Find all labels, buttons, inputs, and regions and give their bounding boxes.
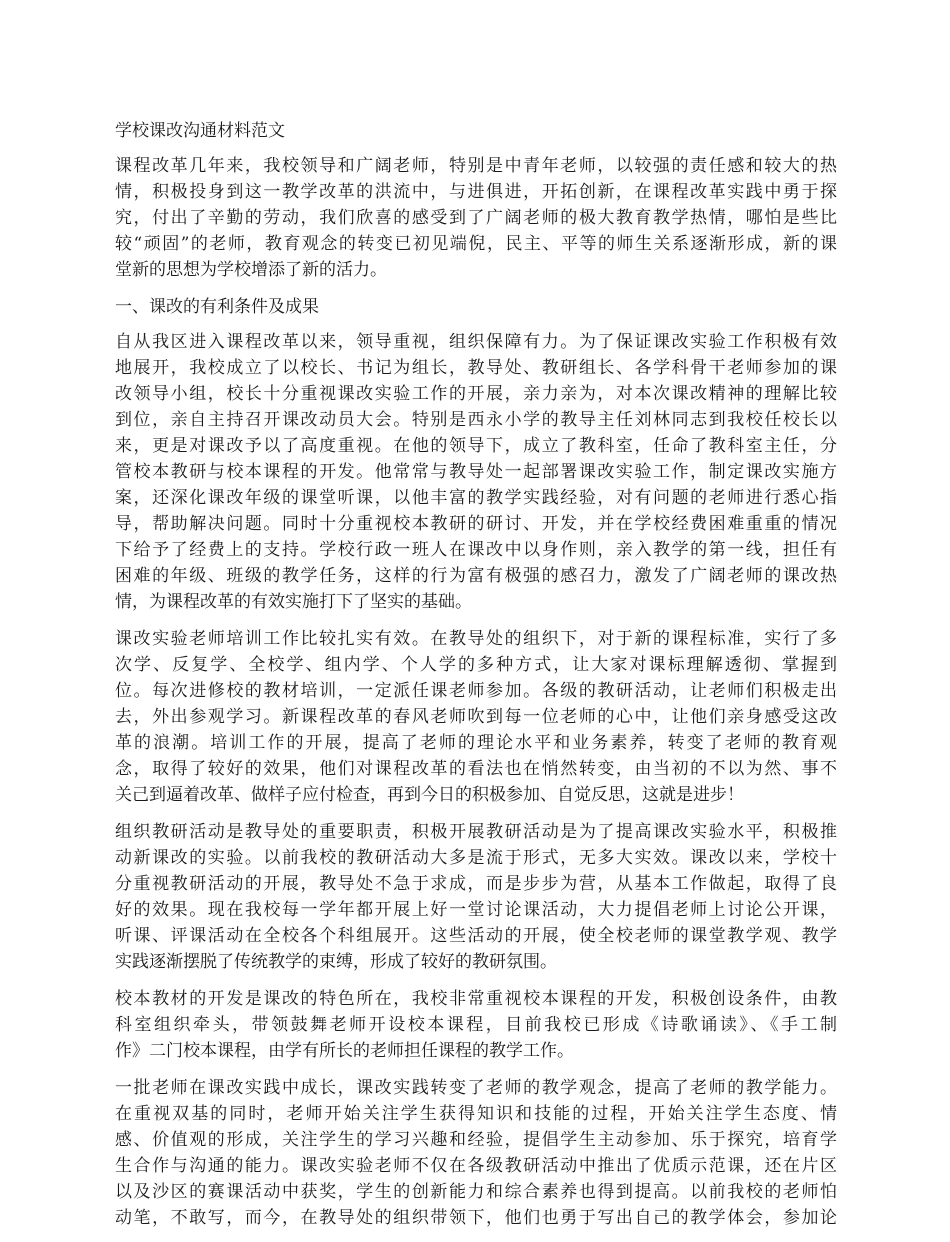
paragraph-line: 去，外出参观学习。新课程改革的春风老师吹到每一位老师的心中，让他们亲身感受这改 [115, 707, 837, 727]
paragraph-line: 位。每次进修校的教材培训，一定派任课老师参加。各级的教研活动，让老师们积极走出 [115, 681, 837, 701]
paragraph-line: 以及沙区的赛课活动中获奖，学生的创新能力和综合素养也得到提高。以前我校的老师怕 [115, 1182, 837, 1202]
paragraph-line: 一批老师在课改实践中成长，课改实践转变了老师的教学观念，提高了老师的教学能力。 [115, 1078, 837, 1098]
section-heading: 一、课改的有利条件及成果 [115, 297, 319, 317]
intro-paragraph [115, 153, 837, 283]
paragraph-line: 动笔，不敢写，而今，在教导处的组织带领下，他们也勇于写出自己的教学体会，参加论 [115, 1208, 837, 1228]
paragraph-research [115, 819, 837, 975]
paragraph-line: 自从我区进入课程改革以来，领导重视，组织保障有力。为了保证课改实验工作积极有效 [115, 332, 837, 352]
paragraph-leadership [115, 329, 837, 615]
paragraph-line: 案，还深化课改年级的课堂听课，以他丰富的教学实践经验，对有问题的老师进行悉心指 [115, 488, 837, 508]
paragraph-line: 管校本教研与校本课程的开发。他常常与教导处一起部署课改实验工作，制定课改实施方 [115, 462, 837, 482]
document-page [115, 118, 837, 1242]
paragraph-line: 地展开，我校成立了以校长、书记为组长，教导处、教研组长、各学科骨干老师参加的课 [115, 358, 837, 378]
paragraph-line: 次学、反复学、全校学、组内学、个人学的多种方式，让大家对课标理解透彻、掌握到 [115, 655, 837, 675]
paragraph-line: 较“顽固”的老师，教育观念的转变已初见端倪，民主、平等的师生关系逐渐形成，新的课 [115, 234, 837, 254]
paragraph-line: 来，更是对课改予以了高度重视。在他的领导下，成立了教科室，任命了教科室主任，分 [115, 436, 837, 456]
paragraph-line: 分重视教研活动的开展，教导处不急于求成，而是步步为营，从基本工作做起，取得了良 [115, 874, 837, 894]
paragraph-line: 实践逐渐摆脱了传统教学的束缚，形成了较好的教研氛围。 [115, 952, 557, 972]
paragraph-line: 科室组织牵头，带领鼓舞老师开设校本课程，目前我校已形成《诗歌诵读》、《手工制 [115, 1015, 837, 1035]
paragraph-line: 下给予了经费上的支持。学校行政一班人在课改中以身作则，亲入教学的第一线，担任有 [115, 540, 837, 560]
paragraph-line: 导，帮助解决问题。同时十分重视校本教研的研讨、开发，并在学校经费困难重重的情况 [115, 514, 837, 534]
paragraph-training [115, 626, 837, 808]
paragraph-line: 情，为课程改革的有效实施打下了坚实的基础。 [115, 592, 472, 612]
paragraph-line: 课程改革几年来，我校领导和广阔老师，特别是中青年老师，以较强的责任感和较大的热 [115, 156, 837, 176]
paragraph-line: 动新课改的实验。以前我校的教研活动大多是流于形式，无多大实效。课改以来，学校十 [115, 848, 837, 868]
paragraph-curriculum [115, 986, 837, 1064]
paragraph-line: 校本教材的开发是课改的特色所在，我校非常重视校本课程的开发，积极创设条件，由教 [115, 989, 837, 1009]
paragraph-line: 听课、评课活动在全校各个科组展开。这些活动的开展，使全校老师的课堂教学观、教学 [115, 926, 837, 946]
paragraph-line: 念，取得了较好的效果，他们对课程改革的看法也在悄然转变，由当初的不以为然、事不 [115, 759, 837, 779]
paragraph-line: 关己到逼着改革、做样子应付检查，再到今日的积极参加、自觉反思，这就是进步！ [115, 785, 744, 805]
paragraph-line: 改领导小组，校长十分重视课改实验工作的开展，亲力亲为，对本次课改精神的理解比较 [115, 384, 837, 404]
paragraph-line: 组织教研活动是教导处的重要职责，积极开展教研活动是为了提高课改实验水平，积极推 [115, 822, 837, 842]
paragraph-line: 作》二门校本课程，由学有所长的老师担任课程的教学工作。 [115, 1041, 574, 1061]
document-title: 学校课改沟通材料范文 [115, 121, 285, 141]
paragraph-line: 情，积极投身到这一教学改革的洪流中，与进俱进，开拓创新，在课程改革实践中勇于探 [115, 182, 837, 202]
paragraph-line: 生合作与沟通的能力。课改实验老师不仅在各级教研活动中推出了优质示范课，还在片区 [115, 1156, 837, 1176]
paragraph-line: 堂新的思想为学校增添了新的活力。 [115, 260, 387, 280]
paragraph-line: 困难的年级、班级的教学任务，这样的行为富有极强的感召力，激发了广阔老师的课改热 [115, 566, 837, 586]
paragraph-line: 在重视双基的同时，老师开始关注学生获得知识和技能的过程，开始关注学生态度、情 [115, 1104, 837, 1124]
paragraph-line: 好的效果。现在我校每一学年都开展上好一堂讨论课活动，大力提倡老师上讨论公开课， [115, 900, 837, 920]
paragraph-line: 到位，亲自主持召开课改动员大会。特别是西永小学的教导主任刘林同志到我校任校长以 [115, 410, 837, 430]
paragraph-line: 革的浪潮。培训工作的开展，提高了老师的理论水平和业务素养，转变了老师的教育观 [115, 733, 837, 753]
paragraph-teachers [115, 1075, 837, 1231]
paragraph-line: 感、价值观的形成，关注学生的学习兴趣和经验，提倡学生主动参加、乐于探究，培育学 [115, 1130, 837, 1150]
paragraph-line: 究，付出了辛勤的劳动，我们欣喜的感受到了广阔老师的极大教育教学热情，哪怕是些比 [115, 208, 837, 228]
paragraph-line: 课改实验老师培训工作比较扎实有效。在教导处的组织下，对于新的课程标准，实行了多 [115, 629, 837, 649]
